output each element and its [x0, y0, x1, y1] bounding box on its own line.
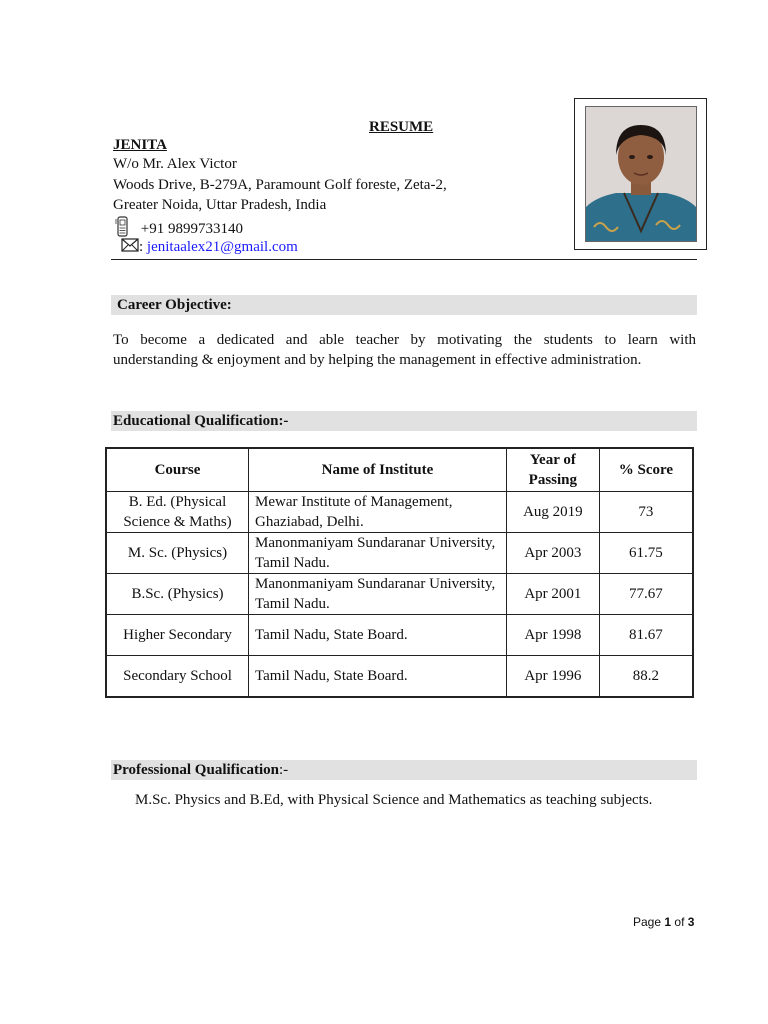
- year-cell: Apr 2001: [506, 574, 599, 615]
- career-objective-line-1: To become a dedicated and able teacher by motivating the students to learn with: [113, 332, 696, 348]
- institute-cell: Manonmaniyam Sundaranar University, Tamil Nadu.: [249, 533, 507, 574]
- of-label: of: [674, 915, 685, 929]
- table-row: [106, 656, 693, 698]
- education-heading: [111, 411, 697, 431]
- candidate-name: JENITA: [113, 137, 167, 153]
- profile-photo-frame: [574, 98, 707, 250]
- professional-text: M.Sc. Physics and B.Ed, with Physical Science and Mathematics as teaching subjects.: [135, 792, 653, 808]
- institute-cell: Tamil Nadu, State Board.: [249, 615, 507, 656]
- career-objective-heading-text: Career Objective:: [117, 297, 232, 313]
- course-cell: M. Sc. (Physics): [106, 533, 249, 574]
- year-cell: Apr 1998: [506, 615, 599, 656]
- resume-title: RESUME: [369, 119, 434, 135]
- score-cell: 73: [599, 492, 693, 533]
- phone-number: +91 9899733140: [140, 220, 243, 237]
- professional-heading-bold: Professional Qualification: [113, 762, 279, 778]
- score-cell: 77.67: [599, 574, 693, 615]
- year-cell: Apr 2003: [506, 533, 599, 574]
- column-header-institute: Name of Institute: [249, 448, 507, 492]
- email-prefix: :: [139, 238, 144, 255]
- column-header-course: Course: [106, 448, 249, 492]
- education-table: [105, 447, 694, 698]
- page-label: Page: [633, 915, 662, 929]
- professional-heading: [111, 760, 697, 780]
- year-cell: Aug 2019: [506, 492, 599, 533]
- address-line-1: Woods Drive, B-279A, Paramount Golf foreste, Zeta-2,: [113, 177, 447, 193]
- column-header-year-text: Year of Passing: [528, 452, 578, 488]
- institute-cell: Mewar Institute of Management, Ghaziabad, Delhi.: [249, 492, 507, 533]
- table-row: [106, 574, 693, 615]
- career-objective-line-2: understanding & enjoyment and by helping the management in effective administration.: [113, 352, 642, 368]
- table-row: [106, 615, 693, 656]
- course-cell: B.Sc. (Physics): [106, 574, 249, 615]
- page-total: 3: [687, 915, 695, 929]
- year-cell: Apr 1996: [506, 656, 599, 698]
- score-cell: 81.67: [599, 615, 693, 656]
- column-header-score: % Score: [599, 448, 693, 492]
- professional-heading-suffix: :-: [278, 762, 289, 778]
- envelope-icon: [121, 238, 139, 257]
- page-number: 1: [664, 915, 672, 929]
- score-cell: 88.2: [599, 656, 693, 698]
- course-cell: Secondary School: [106, 656, 249, 698]
- institute-cell: Tamil Nadu, State Board.: [249, 656, 507, 698]
- email-link[interactable]: jenitaalex21@gmail.com: [146, 238, 298, 255]
- career-objective-heading: [111, 295, 697, 315]
- table-row: [106, 492, 693, 533]
- column-header-year: [506, 448, 599, 492]
- course-cell: B. Ed. (Physical Science & Maths): [106, 492, 249, 533]
- profile-photo: [585, 106, 697, 242]
- header-divider: [111, 259, 697, 260]
- table-row: [106, 533, 693, 574]
- email-line: [113, 238, 298, 257]
- page-footer: [633, 915, 694, 929]
- address-line-2: Greater Noida, Uttar Pradesh, India: [113, 197, 327, 213]
- education-heading-text: Educational Qualification:-: [113, 413, 289, 429]
- relation-line: W/o Mr. Alex Victor: [113, 156, 237, 172]
- score-cell: 61.75: [599, 533, 693, 574]
- course-cell: Higher Secondary: [106, 615, 249, 656]
- institute-cell: Manonmaniyam Sundaranar University, Tamil Nadu.: [249, 574, 507, 615]
